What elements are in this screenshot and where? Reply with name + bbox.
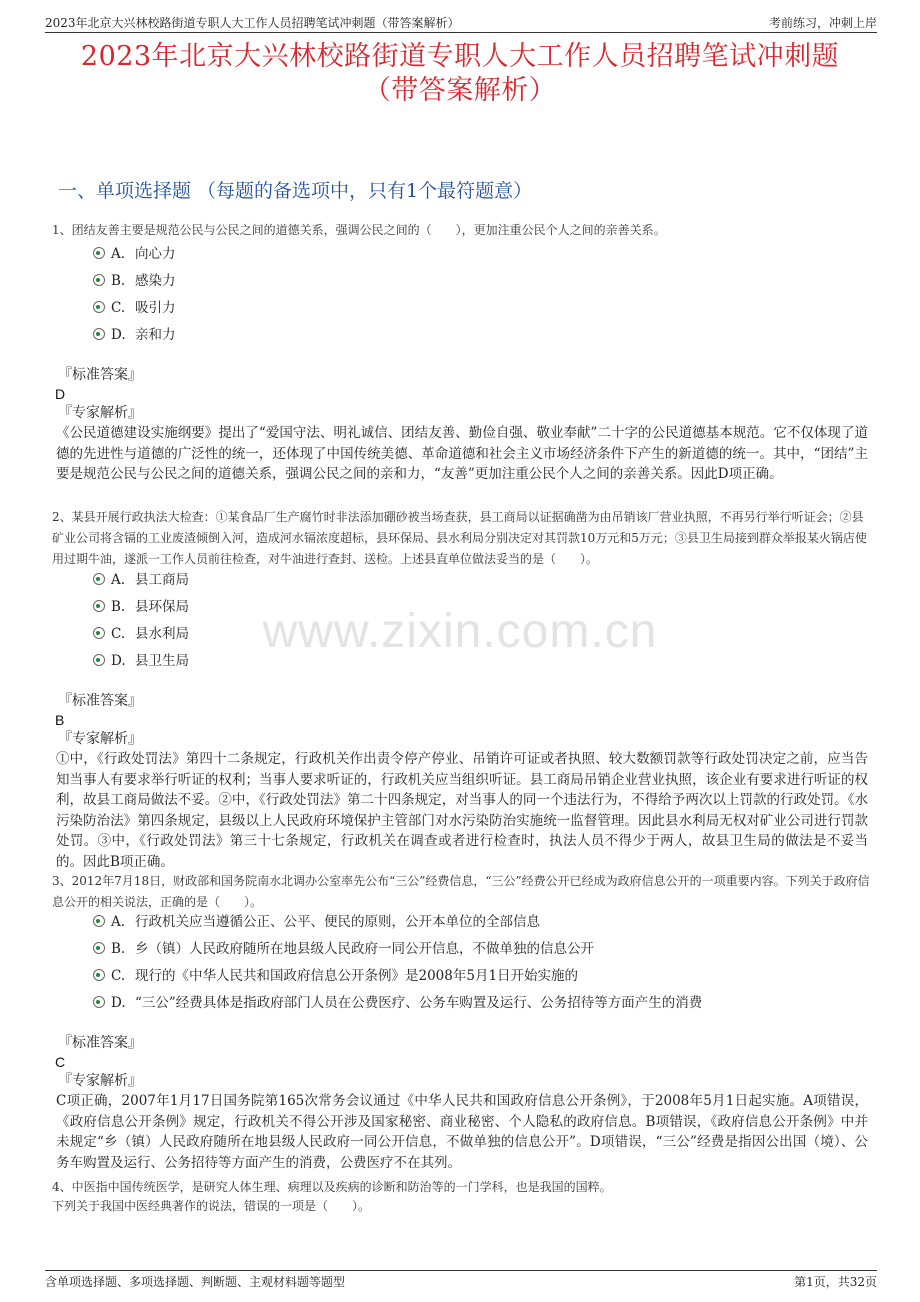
question-1-answer-label: 『标准答案』 — [58, 367, 142, 383]
section-heading: 一、单项选择题 （每题的备选项中，只有1个最符题意） — [58, 180, 533, 202]
title-line-2: （带答案解析） — [363, 75, 557, 106]
question-3-option-b[interactable]: B. 乡（镇）人民政府随所在地县级人民政府一同公开信息，不做单独的信息公开 — [93, 939, 594, 959]
question-1-answer: D — [55, 386, 66, 402]
question-2-option-b[interactable]: B. 县环保局 — [93, 597, 189, 617]
radio-icon[interactable] — [93, 600, 105, 612]
radio-icon[interactable] — [93, 654, 105, 666]
radio-icon[interactable] — [93, 328, 105, 340]
question-3-option-d[interactable]: D. “三公”经费具体是指政府部门人员在公费医疗、公务车购置及运行、公务招待等方面产生的消费 — [93, 993, 702, 1013]
header-slogan: 考前练习，冲刺上岸 — [768, 16, 877, 30]
question-3-option-c[interactable]: C. 现行的《中华人民共和国政府信息公开条例》是2008年5月1日开始实施的 — [93, 966, 578, 986]
question-2-analysis: ①中，《行政处罚法》第四十二条规定，行政机关作出责令停产停业、吊销许可证或者执照、较大数额罚款等行政处罚决定之前，应当告知当事人有要求举行听证的权利；当事人要求听证的，行政机关应当组织听证。县工商局吊销企业营业执照，该企业有要求进行听证的权利，故县工商局做法不妥。②中，《行政处罚法》第二十四条规定，对当事人的同一个违法行为，不得给予两次以上罚款的行政处罚。《水污染防治法》第四条规定，县级以上人民政府环境保护主管部门对水污染防治实施统一监督管理。因此县水利局无权对矿业公司进行罚款处罚。③中，《行政处罚法》第三十七条规定，行政机关在调查或者进行检查时，执法人员不得少于两人，故县卫生局的做法是不妥当的。因此B项正确。 — [56, 751, 868, 870]
question-2-option-d[interactable]: D. 县卫生局 — [93, 651, 189, 671]
question-2-stem: 2、某县开展行政执法大检查：①某食品厂生产腐竹时非法添加硼砂被当场查获，县工商局以证据确凿为由吊销该厂营业执照，不再另行举行听证会；②县矿业公司将含镉的工业废渣倾倒入河，造成河水镉浓度超标，县环保局、县水利局分别决定对其罚款10万元和5万元；③县卫生局接到群众举报某火锅店使用过期牛油，遂派一工作人员前往检查，对牛油进行查封、送检。上述县直单位做法妥当的是（ ）。 — [52, 510, 867, 566]
radio-icon[interactable] — [93, 573, 105, 585]
question-1-analysis-label: 『专家解析』 — [58, 405, 142, 421]
question-3-stem: 3、2012年7月18日，财政部和国务院南水北调办公室率先公布“三公”经费信息，“三公”经费公开已经成为政府信息公开的一项重要内容。下列关于政府信息公开的相关说法，正确的是（ ）。 — [52, 874, 870, 909]
question-3-answer-label: 『标准答案』 — [58, 1035, 142, 1051]
question-2-option-c[interactable]: C. 县水利局 — [93, 624, 189, 644]
question-2-option-a[interactable]: A. 县工商局 — [93, 570, 189, 590]
question-2-answer: B — [55, 712, 65, 728]
footer-question-types: 含单项选择题、多项选择题、判断题、主观材料题等题型 — [45, 1275, 346, 1289]
question-1-option-d[interactable]: D. 亲和力 — [93, 325, 176, 345]
question-1-option-a[interactable]: A. 向心力 — [93, 244, 176, 264]
question-1-analysis: 《公民道德建设实施纲要》提出了“爱国守法、明礼诚信、团结友善、勤俭自强、敬业奉献”二十字的公民道德基本规范。它不仅体现了道德的先进性与道德的广泛性的统一，还体现了中国传统美德、革命道德和社会主义市场经济条件下产生的新道德的统一。其中，“团结”主要是规范公民与公民之间的道德关系，强调公民之间的亲和力，“友善”更加注重公民个人之间的亲善关系。因此D项正确。 — [56, 425, 868, 482]
question-3-analysis-label: 『专家解析』 — [58, 1073, 142, 1089]
question-4-stem: 4、中医指中国传统医学，是研究人体生理、病理以及疾病的诊断和防治等的一门学科，也是我国的国粹。 — [52, 1180, 612, 1194]
radio-icon[interactable] — [93, 247, 105, 259]
question-2-analysis-label: 『专家解析』 — [58, 731, 142, 747]
radio-icon[interactable] — [93, 942, 105, 954]
radio-icon[interactable] — [93, 996, 105, 1008]
radio-icon[interactable] — [93, 274, 105, 286]
watermark: www.zixin.com.cn — [262, 605, 658, 658]
radio-icon[interactable] — [93, 301, 105, 313]
radio-icon[interactable] — [93, 627, 105, 639]
footer-page-number: 第1页，共32页 — [794, 1275, 877, 1289]
page-title — [0, 40, 920, 108]
question-2-answer-label: 『标准答案』 — [58, 693, 142, 709]
radio-icon[interactable] — [93, 915, 105, 927]
question-3-answer: C — [55, 1054, 66, 1070]
header-doc-title: 2023年北京大兴林校路街道专职人大工作人员招聘笔试冲刺题（带答案解析） — [45, 16, 460, 30]
question-1-option-c[interactable]: C. 吸引力 — [93, 298, 176, 318]
question-3-option-a[interactable]: A. 行政机关应当遵循公正、公平、便民的原则，公开本单位的全部信息 — [93, 912, 540, 932]
question-3-analysis: C项正确，2007年1月17日国务院第165次常务会议通过《中华人民共和国政府信息公开条例》，于2008年5月1日起实施。A项错误，《政府信息公开条例》规定，行政机关不得公开涉及国家秘密、商业秘密、个人隐私的政府信息。B项错误，《政府信息公开条例》中并未规定“乡（镇）人民政府随所在地县级人民政府一同公开信息，不做单独的信息公开”。D项错误，“三公”经费是指因公出国（境）、公务车购置及运行、公务招待等方面产生的消费，公费医疗不在其列。 — [56, 1093, 868, 1171]
page-footer — [45, 1270, 877, 1291]
question-4-stem-line-2: 下列关于我国中医经典著作的说法，错误的一项是（ ）。 — [52, 1199, 371, 1213]
radio-icon[interactable] — [93, 969, 105, 981]
title-line-1: 2023年北京大兴林校路街道专职人大工作人员招聘笔试冲刺题 — [80, 41, 840, 72]
question-1-stem: 1、团结友善主要是规范公民与公民之间的道德关系，强调公民之间的（ ），更加注重公民个人之间的亲善关系。 — [52, 223, 666, 237]
page-header — [45, 12, 877, 33]
question-1-option-b[interactable]: B. 感染力 — [93, 271, 176, 291]
